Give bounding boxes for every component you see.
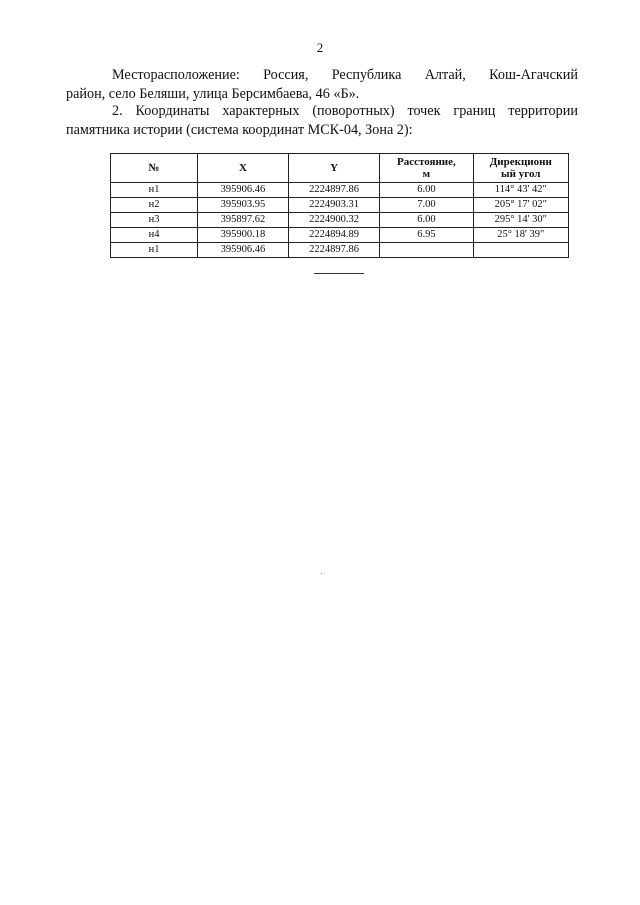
word: точек [407, 103, 441, 119]
cell-y: 2224894.89 [288, 228, 379, 243]
cell-angle: 114° 43' 42" [473, 183, 568, 198]
page-number: 2 [316, 40, 324, 55]
location-label: Месторасположение: [112, 67, 240, 83]
header-distance [380, 154, 473, 183]
word: границ [453, 103, 496, 119]
header-number: № [111, 154, 198, 183]
section-number: 2. [112, 103, 123, 119]
location-region-name: Алтай, [424, 67, 466, 83]
cell-y: 2224897.86 [288, 183, 379, 198]
header-angle-line1: Дирекционн [489, 156, 552, 168]
table-row [111, 213, 569, 228]
cell-angle: 25° 18' 39" [473, 228, 568, 243]
header-y: Y [288, 154, 379, 183]
cell-x: 395897.62 [198, 213, 289, 228]
table-row [111, 228, 569, 243]
coordinates-table [110, 153, 569, 258]
cell-x: 395903.95 [198, 198, 289, 213]
cell-distance: 6.00 [380, 183, 473, 198]
header-distance-line2: м [422, 168, 431, 180]
header-angle [473, 154, 568, 183]
coordinates-line-2: памятника истории (система координат МСК-04, Зона 2): [66, 122, 413, 138]
header-x: X [198, 154, 289, 183]
table-row [111, 183, 569, 198]
location-line-2: район, село Беляши, улица Берсимбаева, 46 «Б». [66, 86, 360, 102]
cell-point: н1 [111, 243, 198, 258]
cell-point: н3 [111, 213, 198, 228]
cell-angle: 205° 17' 02" [473, 198, 568, 213]
cell-angle [473, 243, 568, 258]
cell-y: 2224900.32 [288, 213, 379, 228]
scan-speck [321, 573, 322, 574]
cell-y: 2224897.86 [288, 243, 379, 258]
cell-y: 2224903.31 [288, 198, 379, 213]
table-row [111, 198, 569, 213]
header-angle-line2: ый угол [501, 168, 541, 180]
location-region-word: Республика [331, 67, 402, 83]
cell-x: 395906.46 [198, 243, 289, 258]
cell-distance [380, 243, 473, 258]
cell-distance: 6.00 [380, 213, 473, 228]
cell-point: н2 [111, 198, 198, 213]
word: территории [508, 103, 578, 119]
cell-x: 395906.46 [198, 183, 289, 198]
location-district: Кош-Агачский [489, 67, 578, 83]
word: (поворотных) [312, 103, 395, 119]
table-row [111, 243, 569, 258]
location-country: Россия, [263, 67, 309, 83]
table-header-row [111, 154, 569, 183]
cell-distance: 6.95 [380, 228, 473, 243]
cell-angle: 295° 14' 30" [473, 213, 568, 228]
cell-point: н1 [111, 183, 198, 198]
cell-x: 395900.18 [198, 228, 289, 243]
location-line-1 [66, 66, 578, 85]
cell-distance: 7.00 [380, 198, 473, 213]
word: характерных [222, 103, 300, 119]
word: Координаты [135, 103, 210, 119]
coordinates-line-1 [66, 102, 578, 121]
location-paragraph [66, 66, 578, 104]
cell-point: н4 [111, 228, 198, 243]
coordinates-paragraph [66, 102, 578, 140]
header-distance-line1: Расстояние, [396, 156, 456, 168]
closing-rule [314, 273, 364, 274]
